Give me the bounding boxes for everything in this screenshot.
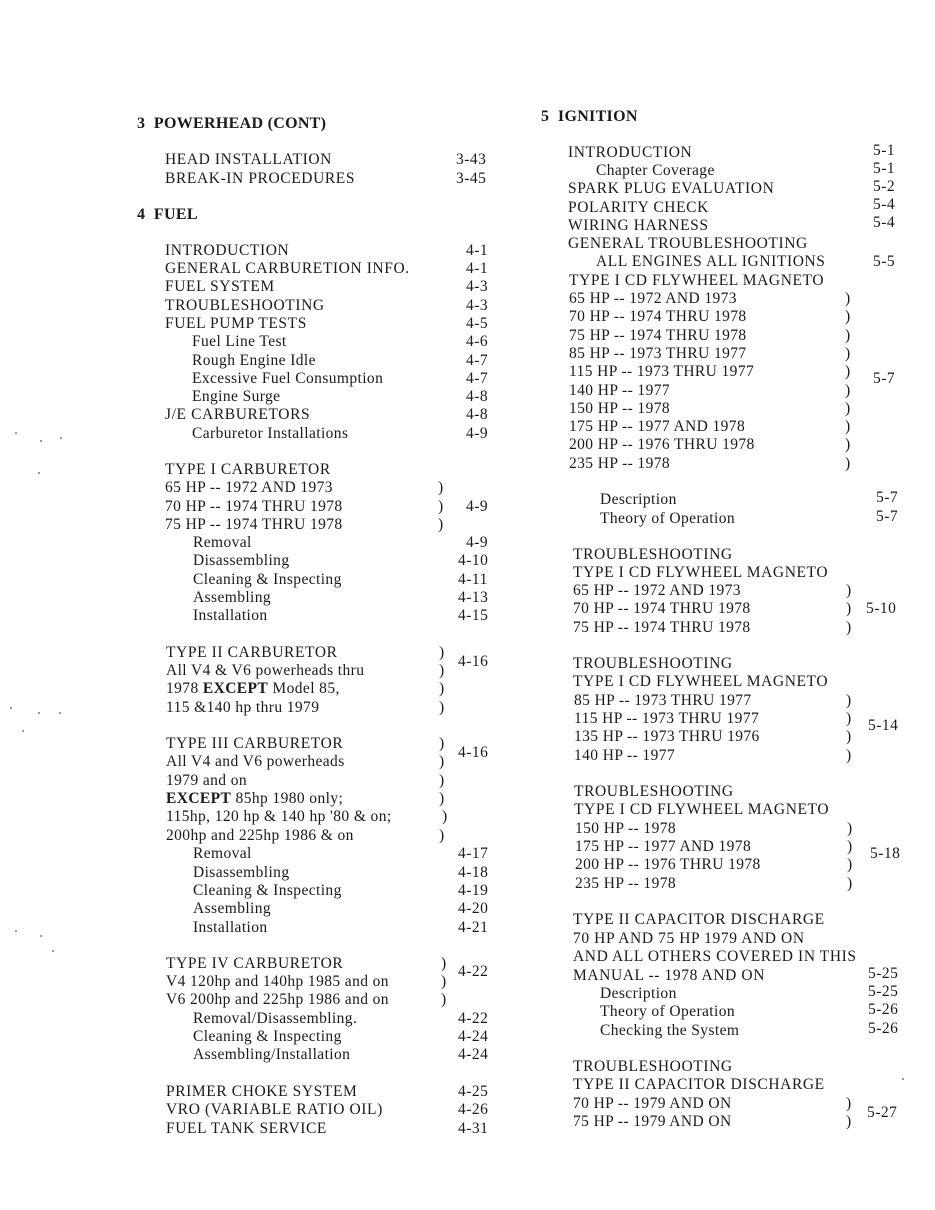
model-line: 175 HP -- 1977 AND 1978 bbox=[569, 418, 746, 435]
toc-subentry[interactable]: Disassembling bbox=[193, 864, 290, 881]
bracket-glyph: ) bbox=[847, 820, 853, 837]
toc-subentry[interactable]: Assembling bbox=[193, 589, 272, 606]
bracket-glyph: ) bbox=[439, 644, 445, 661]
toc-group-subheading: TYPE II CAPACITOR DISCHARGE bbox=[573, 1076, 825, 1093]
bracket-glyph: ) bbox=[846, 600, 852, 617]
bracket-glyph: ) bbox=[845, 400, 851, 417]
bracket-glyph: ) bbox=[441, 991, 447, 1008]
model-line: 75 HP -- 1974 THRU 1978 bbox=[573, 619, 751, 636]
toc-group-heading[interactable]: TYPE II CARBURETOR bbox=[166, 644, 338, 661]
model-line: 115 HP -- 1973 THRU 1977 bbox=[574, 710, 760, 727]
model-line bbox=[166, 680, 340, 698]
page-number: 4-17 bbox=[458, 845, 489, 862]
page-number: 4-20 bbox=[458, 900, 489, 917]
toc-subentry[interactable]: Description bbox=[600, 491, 677, 508]
toc-group-heading[interactable]: TROUBLESHOOTING bbox=[573, 1058, 733, 1075]
model-line: 85 HP -- 1973 THRU 1977 bbox=[574, 692, 752, 709]
page-number: 4-9 bbox=[466, 534, 489, 551]
page-number: 4-31 bbox=[458, 1120, 489, 1137]
model-line: 200 HP -- 1976 THRU 1978 bbox=[569, 436, 755, 453]
bracket-glyph: ) bbox=[439, 827, 445, 844]
toc-subentry[interactable]: Removal/Disassembling. bbox=[193, 1010, 358, 1027]
model-line: 85 HP -- 1973 THRU 1977 bbox=[569, 345, 747, 362]
page-number: 5-25 bbox=[868, 965, 899, 982]
toc-group-heading[interactable]: TYPE I CD FLYWHEEL MAGNETO bbox=[569, 272, 825, 289]
speck bbox=[40, 440, 42, 442]
bracket-glyph: ) bbox=[439, 680, 445, 697]
model-line: 70 HP -- 1974 THRU 1978 bbox=[569, 308, 747, 325]
model-line: 65 HP -- 1972 AND 1973 bbox=[165, 479, 333, 496]
bracket-glyph: ) bbox=[439, 735, 445, 752]
toc-entry[interactable]: J/E CARBURETORS bbox=[165, 406, 311, 423]
speck bbox=[52, 950, 54, 952]
page-number: 4-8 bbox=[466, 388, 489, 405]
speck bbox=[59, 712, 61, 714]
speck bbox=[15, 432, 17, 434]
toc-group-heading[interactable]: TYPE IV CARBURETOR bbox=[166, 955, 344, 972]
bracket-glyph: ) bbox=[441, 955, 447, 972]
model-line: 140 HP -- 1977 bbox=[569, 382, 671, 399]
toc-subentry[interactable]: Installation bbox=[193, 607, 268, 624]
model-line: 135 HP -- 1973 THRU 1976 bbox=[574, 728, 760, 745]
speck bbox=[15, 930, 17, 932]
page-number: 4-24 bbox=[458, 1028, 489, 1045]
page-number: 5-25 bbox=[868, 983, 899, 1000]
model-line: 115hp, 120 hp & 140 hp '80 & on; bbox=[166, 808, 392, 825]
toc-group-subheading: TYPE I CD FLYWHEEL MAGNETO bbox=[574, 801, 830, 818]
bracket-glyph: ) bbox=[845, 290, 851, 307]
page-number: 5-27 bbox=[867, 1104, 898, 1121]
page-number: 4-24 bbox=[458, 1046, 489, 1063]
except-label: EXCEPT bbox=[166, 790, 232, 807]
page-number: 4-11 bbox=[458, 571, 488, 588]
page-number: 5-26 bbox=[868, 1001, 899, 1018]
toc-entry[interactable]: PRIMER CHOKE SYSTEM bbox=[166, 1083, 358, 1100]
toc-group-subheading: TYPE I CD FLYWHEEL MAGNETO bbox=[573, 673, 829, 690]
bracket-glyph: ) bbox=[438, 498, 444, 515]
toc-group-heading[interactable]: TYPE II CAPACITOR DISCHARGE bbox=[573, 911, 825, 928]
bracket-glyph: ) bbox=[845, 455, 851, 472]
bracket-glyph: ) bbox=[439, 753, 445, 770]
page-number: 4-21 bbox=[458, 919, 489, 936]
toc-entry[interactable]: INTRODUCTION bbox=[165, 242, 290, 259]
bracket-glyph: ) bbox=[846, 728, 852, 745]
toc-subentry[interactable]: Checking the System bbox=[600, 1022, 740, 1039]
bracket-glyph: ) bbox=[845, 382, 851, 399]
bracket-glyph: ) bbox=[439, 662, 445, 679]
toc-entry[interactable]: VRO (VARIABLE RATIO OIL) bbox=[166, 1101, 383, 1118]
except-label: EXCEPT bbox=[202, 680, 269, 697]
toc-subentry[interactable]: Chapter Coverage bbox=[596, 162, 715, 179]
model-line: 115 HP -- 1973 THRU 1977 bbox=[569, 363, 755, 380]
model-line: 235 HP -- 1978 bbox=[569, 455, 671, 472]
section-number: 5 bbox=[541, 108, 550, 125]
page-number: 4-19 bbox=[458, 882, 489, 899]
model-line: 115 &140 hp thru 1979 bbox=[166, 699, 320, 716]
bracket-glyph: ) bbox=[442, 808, 448, 825]
section-number: 4 bbox=[137, 206, 146, 223]
page-number: 4-25 bbox=[458, 1083, 489, 1100]
page-number: 5-2 bbox=[873, 178, 896, 195]
bracket-glyph: ) bbox=[847, 856, 853, 873]
bracket-glyph: ) bbox=[441, 973, 447, 990]
model-line: 65 HP -- 1972 AND 1973 bbox=[569, 290, 737, 307]
toc-entry[interactable]: SPARK PLUG EVALUATION bbox=[568, 180, 775, 197]
page-number: 5-1 bbox=[873, 142, 896, 159]
model-text: Model 85, bbox=[268, 680, 340, 697]
toc-subentry[interactable]: Removal bbox=[193, 845, 252, 862]
bracket-glyph: ) bbox=[845, 327, 851, 344]
page-number: 4-18 bbox=[458, 864, 489, 881]
model-line: 70 HP -- 1974 THRU 1978 bbox=[165, 498, 343, 515]
speck bbox=[22, 730, 24, 732]
section-heading-3 bbox=[137, 115, 326, 133]
page-number: 4-7 bbox=[466, 352, 489, 369]
model-line: MANUAL -- 1978 AND ON bbox=[573, 967, 765, 984]
speck bbox=[60, 437, 62, 439]
toc-subentry[interactable]: Cleaning & Inspecting bbox=[193, 882, 342, 899]
page-number: 5-7 bbox=[873, 370, 896, 387]
bracket-glyph: ) bbox=[439, 699, 445, 716]
bracket-glyph: ) bbox=[438, 516, 444, 533]
toc-group-heading[interactable]: TYPE I CARBURETOR bbox=[165, 461, 331, 478]
page-number: 4-22 bbox=[458, 1010, 489, 1027]
page-number: 4-8 bbox=[466, 406, 489, 423]
bracket-glyph: ) bbox=[846, 692, 852, 709]
bracket-glyph: ) bbox=[439, 772, 445, 789]
page-number: 3-43 bbox=[456, 151, 487, 168]
page-number: 4-9 bbox=[466, 425, 489, 442]
toc-entry[interactable]: FUEL SYSTEM bbox=[165, 278, 275, 295]
page-number: 5-7 bbox=[876, 508, 899, 525]
bracket-glyph: ) bbox=[845, 308, 851, 325]
page-number: 4-16 bbox=[458, 744, 489, 761]
model-line: V4 120hp and 140hp 1985 and on bbox=[166, 973, 389, 990]
page-number: 5-10 bbox=[866, 600, 897, 617]
model-line: 140 HP -- 1977 bbox=[574, 747, 676, 764]
page-number: 4-3 bbox=[466, 297, 489, 314]
toc-subentry[interactable]: Cleaning & Inspecting bbox=[193, 1028, 342, 1045]
speck bbox=[10, 707, 12, 709]
page-number: 5-4 bbox=[873, 196, 896, 213]
toc-subentry[interactable]: ALL ENGINES ALL IGNITIONS bbox=[596, 253, 826, 270]
model-line: 235 HP -- 1978 bbox=[575, 875, 677, 892]
page-number: 4-9 bbox=[466, 498, 489, 515]
page-number: 4-3 bbox=[466, 278, 489, 295]
bracket-glyph: ) bbox=[846, 1113, 852, 1130]
page-number: 4-1 bbox=[466, 242, 489, 259]
bracket-glyph: ) bbox=[845, 418, 851, 435]
model-line: 65 HP -- 1972 AND 1973 bbox=[573, 582, 741, 599]
section-title: FUEL bbox=[153, 206, 198, 223]
page-number: 4-1 bbox=[466, 260, 489, 277]
page-number: 4-15 bbox=[458, 607, 489, 624]
toc-subentry[interactable]: Theory of Operation bbox=[600, 1003, 735, 1020]
toc-group-heading[interactable]: TYPE III CARBURETOR bbox=[166, 735, 344, 752]
toc-entry[interactable]: GENERAL CARBURETION INFO. bbox=[165, 260, 410, 277]
model-line: 75 HP -- 1974 THRU 1978 bbox=[569, 327, 747, 344]
page-number: 5-5 bbox=[873, 253, 896, 270]
model-line: 200 HP -- 1976 THRU 1978 bbox=[575, 856, 761, 873]
model-line: 70 HP AND 75 HP 1979 AND ON bbox=[573, 930, 805, 947]
section-heading-4 bbox=[137, 206, 198, 224]
section-title: IGNITION bbox=[557, 108, 638, 125]
toc-entry[interactable]: GENERAL TROUBLESHOOTING bbox=[568, 235, 808, 252]
speck bbox=[902, 1078, 904, 1080]
bracket-glyph: ) bbox=[845, 345, 851, 362]
page-number: 5-1 bbox=[873, 160, 896, 177]
toc-subentry[interactable]: Installation bbox=[193, 919, 268, 936]
bracket-glyph: ) bbox=[846, 619, 852, 636]
model-line: 200hp and 225hp 1986 & on bbox=[166, 827, 354, 844]
model-line: 175 HP -- 1977 AND 1978 bbox=[575, 838, 752, 855]
toc-subentry[interactable]: Description bbox=[600, 985, 677, 1002]
bracket-glyph: ) bbox=[846, 1095, 852, 1112]
toc-subentry[interactable]: Assembling/Installation bbox=[193, 1046, 351, 1063]
toc-subentry[interactable]: Disassembling bbox=[193, 552, 290, 569]
toc-subentry[interactable]: Rough Engine Idle bbox=[192, 352, 316, 369]
toc-group-heading[interactable]: TROUBLESHOOTING bbox=[573, 655, 733, 672]
model-line: All V4 and V6 powerheads bbox=[166, 753, 345, 770]
page-number: 5-4 bbox=[873, 214, 896, 231]
page-number: 5-18 bbox=[870, 845, 901, 862]
page-number: 5-7 bbox=[876, 489, 899, 506]
speck bbox=[40, 935, 42, 937]
toc-group-heading[interactable]: TROUBLESHOOTING bbox=[574, 783, 734, 800]
toc-subentry[interactable]: Cleaning & Inspecting bbox=[193, 571, 342, 588]
toc-subentry[interactable]: Engine Surge bbox=[192, 388, 281, 405]
model-line: 70 HP -- 1974 THRU 1978 bbox=[573, 600, 751, 617]
toc-entry[interactable]: FUEL PUMP TESTS bbox=[165, 315, 307, 332]
bracket-glyph: ) bbox=[845, 363, 851, 380]
toc-entry[interactable]: FUEL TANK SERVICE bbox=[166, 1120, 327, 1137]
section-title: POWERHEAD (CONT) bbox=[153, 115, 327, 132]
model-line: All V4 & V6 powerheads thru bbox=[166, 662, 365, 679]
bracket-glyph: ) bbox=[847, 838, 853, 855]
toc-subentry[interactable]: Theory of Operation bbox=[600, 510, 735, 527]
model-line: V6 200hp and 225hp 1986 and on bbox=[166, 991, 389, 1008]
model-line: 150 HP -- 1978 bbox=[575, 820, 677, 837]
bracket-glyph: ) bbox=[846, 710, 852, 727]
page-number: 4-10 bbox=[458, 552, 489, 569]
page-number: 4-13 bbox=[458, 589, 489, 606]
toc-entry[interactable]: WIRING HARNESS bbox=[568, 217, 709, 234]
bracket-glyph: ) bbox=[845, 436, 851, 453]
page-number: 4-16 bbox=[458, 653, 489, 670]
toc-subentry[interactable]: Removal bbox=[193, 534, 252, 551]
model-line: AND ALL OTHERS COVERED IN THIS bbox=[573, 948, 857, 965]
toc-subentry[interactable]: Assembling bbox=[193, 900, 272, 917]
toc-subentry[interactable]: Excessive Fuel Consumption bbox=[192, 370, 384, 387]
speck bbox=[38, 472, 40, 474]
toc-entry[interactable]: TROUBLESHOOTING bbox=[165, 297, 325, 314]
page-number: 3-45 bbox=[456, 170, 487, 187]
model-line: 75 HP -- 1979 AND ON bbox=[573, 1113, 732, 1130]
model-line: 75 HP -- 1974 THRU 1978 bbox=[165, 516, 343, 533]
toc-group-heading[interactable]: TROUBLESHOOTING bbox=[573, 546, 733, 563]
model-line: 70 HP -- 1979 AND ON bbox=[573, 1095, 732, 1112]
toc-group-subheading: TYPE I CD FLYWHEEL MAGNETO bbox=[573, 564, 829, 581]
section-number: 3 bbox=[137, 115, 146, 132]
model-line: 150 HP -- 1978 bbox=[569, 400, 671, 417]
page-number: 5-26 bbox=[868, 1020, 899, 1037]
bracket-glyph: ) bbox=[439, 790, 445, 807]
toc-entry[interactable]: BREAK-IN PROCEDURES bbox=[165, 170, 356, 187]
bracket-glyph: ) bbox=[847, 875, 853, 892]
page-number: 5-14 bbox=[868, 717, 899, 734]
bracket-glyph: ) bbox=[846, 747, 852, 764]
model-line: 1979 and on bbox=[166, 772, 248, 789]
page-number: 4-26 bbox=[458, 1101, 489, 1118]
page-number: 4-22 bbox=[458, 963, 489, 980]
model-text: 85hp 1980 only; bbox=[231, 790, 344, 807]
bracket-glyph: ) bbox=[846, 582, 852, 599]
toc-subentry[interactable]: Fuel Line Test bbox=[192, 333, 287, 350]
model-line bbox=[166, 790, 343, 808]
page-number: 4-7 bbox=[466, 370, 489, 387]
speck bbox=[38, 712, 40, 714]
bracket-glyph: ) bbox=[438, 479, 444, 496]
toc-entry[interactable]: HEAD INSTALLATION bbox=[165, 151, 332, 168]
toc-entry[interactable]: INTRODUCTION bbox=[568, 144, 693, 161]
page-number: 4-6 bbox=[466, 333, 489, 350]
model-text: 1978 bbox=[166, 680, 203, 697]
page-number: 4-5 bbox=[466, 315, 489, 332]
toc-entry[interactable]: POLARITY CHECK bbox=[568, 199, 709, 216]
section-heading-5 bbox=[541, 108, 638, 126]
toc-subentry[interactable]: Carburetor Installations bbox=[192, 425, 349, 442]
